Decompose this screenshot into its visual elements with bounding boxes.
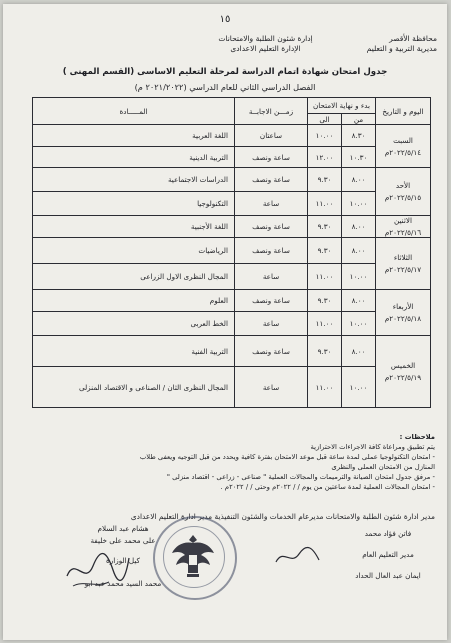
duration-cell: ساعتان (235, 125, 308, 147)
day-date-cell (376, 125, 431, 168)
signatories-titles: مدير ادارة شئون الطلبة والامتحانات مديرعام الخدمات والشئون التنفيذية مدير ادارة التعليم الاعدادى (130, 512, 435, 521)
signatory-name: ايمان عبد العال الحداد (355, 571, 421, 580)
start-time-cell: ٨.٠٠ (342, 290, 376, 312)
start-time-cell: ٨.٠٠ (342, 336, 376, 367)
exam-date: ٢٠٢٢/٥/١٧م (384, 265, 422, 274)
header-from: من (342, 114, 376, 125)
note-item: يتم تطبيق ومراعاة كافة الاجراءات الاحترازية (310, 443, 435, 451)
subject-cell: الدراسات الاجتماعية (33, 168, 235, 192)
signatory-title: كيل الوزارة (106, 556, 140, 565)
table-row (33, 264, 431, 290)
header-left-line-2: الإدارة التعليم الاعدادى (230, 44, 301, 53)
signatory-name: محمد السيد محمد عبد ابو (84, 579, 162, 588)
duration-cell: ساعة (235, 264, 308, 290)
day-name: الأربعاء (392, 302, 414, 311)
subject-cell: اللغة العربية (33, 125, 235, 147)
day-name: الثلاثاء (393, 253, 413, 262)
start-time-cell: ١٠.٣٠ (342, 147, 376, 168)
note-item: - مرفق جدول امتحان الصيانة والترميمات والمجالات العملية " صناعى - زراعى - اقتصاد منزلى " (166, 473, 435, 481)
exam-date: ٢٠٢٢/٥/١٨م (384, 314, 422, 323)
header-left-line-1: إدارة شئون الطلبة والامتحانات (218, 34, 313, 43)
end-time-cell: ١١.٠٠ (308, 264, 342, 290)
duration-cell: ساعة ونصف (235, 290, 308, 312)
day-name: الأحد (395, 181, 411, 190)
duration-cell: ساعة (235, 312, 308, 336)
table-row (33, 168, 431, 192)
start-time-cell: ٨.٣٠ (342, 125, 376, 147)
duration-cell: ساعة ونصف (235, 238, 308, 264)
signatory-name: هشام عبد السلام (97, 524, 149, 533)
end-time-cell: ١١.٠٠ (308, 192, 342, 216)
header-right-line-2: مديرية التربية و التعليم (366, 44, 437, 53)
start-time-cell: ٨.٠٠ (342, 216, 376, 238)
start-time-cell: ١٠.٠٠ (342, 312, 376, 336)
day-date-cell (376, 336, 431, 408)
subject-cell: التكنولوجيا (33, 192, 235, 216)
subject-cell: التربية الفنية (33, 336, 235, 367)
exam-date: ٢٠٢٢/٥/١٥م (384, 193, 422, 202)
table-row (33, 238, 431, 264)
exam-date: ٢٠٢٢/٥/١٩م (384, 373, 422, 382)
handwritten-signature (63, 546, 133, 592)
table-row (33, 216, 431, 238)
subject-cell: اللغة الأجنبية (33, 216, 235, 238)
table-row (33, 367, 431, 408)
start-time-cell: ١٠.٠٠ (342, 192, 376, 216)
duration-cell: ساعة ونصف (235, 147, 308, 168)
document-title: جدول امتحان شهادة اتمام الدراسة لمرحلة التعليم الاساسى (القسم المهنى ) (62, 67, 388, 77)
day-date-cell (376, 168, 431, 216)
end-time-cell: ١٢.٠٠ (308, 147, 342, 168)
subject-cell: التربية الدينية (33, 147, 235, 168)
signatory-name: على محمد على خليفة (90, 536, 156, 545)
day-date-cell (376, 238, 431, 290)
duration-cell: ساعة ونصف (235, 336, 308, 367)
signatory-title: مدير التعليم العام (362, 550, 414, 559)
start-time-cell: ١٠.٠٠ (342, 367, 376, 408)
notes-heading: ملاحظات : (399, 433, 435, 441)
schedule-body (33, 125, 431, 408)
signatory-name: فاتن فؤاد محمد (364, 529, 412, 538)
subject-cell: العلوم (33, 290, 235, 312)
day-date-cell (376, 216, 431, 238)
end-time-cell: ٩.٣٠ (308, 336, 342, 367)
end-time-cell: ١١.٠٠ (308, 367, 342, 408)
subject-cell: الخط العربى (33, 312, 235, 336)
end-time-cell: ٩.٣٠ (308, 168, 342, 192)
subject-cell: المجال النظرى الثان / الصناعى و الاقتصاد المنزلى (33, 367, 235, 408)
exam-date: ٢٠٢٢/٥/١٤م (384, 147, 422, 157)
header-subject: المـــــادة (33, 98, 235, 125)
header-administration (203, 34, 328, 54)
day-name: الخميس (390, 361, 416, 370)
table-row (33, 125, 431, 147)
header-exam-time: بدء و نهاية الامتحان (308, 98, 376, 114)
table-row (33, 290, 431, 312)
header-to: الى (308, 114, 342, 125)
note-item: - امتحان التكنولوجيا عملى لمدة ساعة قبل موعد الامتحان بفترة كافية ويحدد من قبل التوجيه ويعفى طلاب (139, 453, 435, 461)
start-time-cell: ٨.٠٠ (342, 168, 376, 192)
header-right-line-1: محافظة الأقصر (389, 34, 437, 43)
end-time-cell: ٩.٣٠ (308, 238, 342, 264)
duration-cell: ساعة (235, 367, 308, 408)
table-row (33, 312, 431, 336)
end-time-cell: ٩.٣٠ (308, 216, 342, 238)
note-item: - امتحان المجالات العملية لمدة ساعتين من يوم / / ٢٠٢٢م وحتى / / ٢٠٢٢م . (220, 483, 435, 491)
subject-cell: المجال النظرى الاول الزراعى (33, 264, 235, 290)
day-name: السبت (393, 135, 413, 145)
note-item: المنازل من الامتحان العملى والنظرى (331, 463, 435, 471)
duration-cell: ساعة ونصف (235, 168, 308, 192)
header-day-date: اليوم و التاريخ (376, 98, 431, 125)
table-row (33, 336, 431, 367)
duration-cell: ساعة ونصف (235, 216, 308, 238)
start-time-cell: ٨.٠٠ (342, 238, 376, 264)
exam-schedule-table (32, 97, 431, 408)
day-name: الاثنين (394, 216, 412, 225)
end-time-cell: ١١.٠٠ (308, 312, 342, 336)
signature-block-right (343, 528, 433, 581)
duration-cell: ساعة (235, 192, 308, 216)
end-time-cell: ٩.٣٠ (308, 290, 342, 312)
end-time-cell: ١٠.٠٠ (308, 125, 342, 147)
handwritten-signature (273, 544, 323, 570)
notes-section (15, 432, 435, 492)
day-date-cell (376, 290, 431, 336)
table-row (33, 192, 431, 216)
header-duration: زمـــن الاجابــة (235, 98, 308, 125)
document-subtitle: الفصل الدراسي الثاني للعام الدراسي (٢٠٢١/٢٠٢٢ م) (134, 82, 316, 92)
start-time-cell: ١٠.٠٠ (342, 264, 376, 290)
page-number: ١٥ (219, 14, 231, 25)
exam-date: ٢٠٢٢/٥/١٦م (384, 228, 422, 237)
table-row (33, 147, 431, 168)
subject-cell: الرياضيات (33, 238, 235, 264)
document-page (3, 4, 447, 640)
